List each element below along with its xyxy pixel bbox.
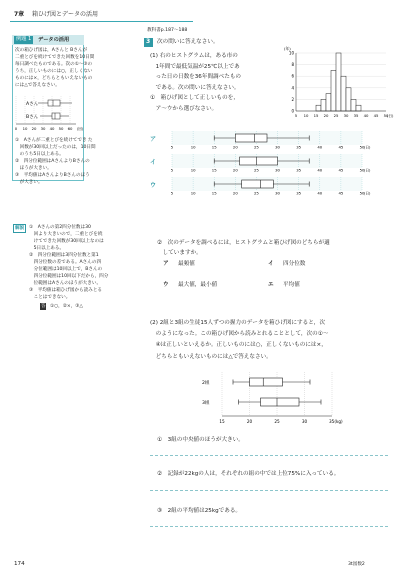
hist-bar	[341, 76, 346, 111]
boxplot-tick-label: 35	[296, 190, 302, 196]
example-line: 毎日調べたものである。次の①～③の	[15, 62, 93, 67]
example-tick-label: (回)	[77, 127, 84, 131]
explanation-badge: 解説	[15, 226, 25, 231]
q3-line: ④は正しいといえるか。正しいものには○，正しくないものには×，	[150, 342, 327, 349]
hist-bar	[356, 105, 361, 111]
example-item-line: ① Aさんが二重とびを続けてでき た	[15, 138, 93, 143]
boxplot-box	[235, 134, 267, 142]
answer-blank-line	[150, 490, 388, 491]
problem-number-text: 3	[146, 38, 151, 45]
answer-blank-line	[150, 526, 388, 527]
example-grid	[16, 96, 70, 124]
grip-group-label: 3組	[202, 401, 210, 406]
example-items	[15, 137, 96, 186]
boxplot-tick-label: 50	[359, 167, 365, 173]
hist-bar	[326, 94, 331, 111]
choice-key: ウ	[163, 282, 169, 288]
choice-text: 最頻値	[178, 261, 195, 267]
answer-row	[40, 303, 88, 311]
boxplot-tick-label: 5	[170, 144, 174, 150]
boxplot-tick-label: 20	[232, 144, 238, 150]
q1-line: ア～ウから選びなさい。	[150, 105, 218, 112]
boxplot-tick-label: 10	[190, 144, 196, 150]
q3-line: のようになった。この箱ひげ図から読みとれることとして，次の①～	[150, 331, 329, 338]
explanation-line: 5日以上ある。	[29, 246, 65, 251]
q2-line: ② 次のデータを調べるには，ヒストグラムと箱ひげ図のどちらが適	[157, 240, 330, 246]
choice-text: 四分位数	[283, 261, 306, 267]
example-item-line: 回数が30回以上だったのは，10日間	[15, 145, 96, 150]
answer-mark: 答	[41, 304, 46, 309]
boxplot-tick-label: 50	[359, 190, 365, 196]
grip-boxplot	[200, 370, 350, 430]
example-tick-label: 0	[14, 126, 18, 131]
hist-x-tick-label: 20	[323, 113, 329, 118]
hist-x-unit: (日)	[387, 114, 394, 118]
box	[52, 113, 60, 119]
example-plot-label: Bさん	[26, 115, 39, 120]
boxplot-choice-label: イ	[150, 159, 157, 166]
grip-tick-label: 25	[274, 419, 280, 424]
q1-line: った日の日数を36年間調べたもの	[150, 74, 242, 80]
grip-tick-label: 30	[301, 419, 308, 424]
grip-box	[250, 378, 283, 386]
example-title-bar	[12, 35, 84, 45]
explanation-text	[29, 224, 109, 301]
explanation-line: 四分位範囲は10回以下だから，四分	[29, 274, 109, 279]
hist-y-tick-label: 4	[291, 85, 294, 91]
explanation-line: 位範囲はAさんのほうが大きい。	[29, 281, 102, 286]
hist-x-tick-label: 45	[373, 113, 379, 118]
textbook-reference: 教科書p.187～188	[147, 28, 188, 33]
example-item-line: ② 四分位範囲はAさんよりBさんの	[15, 159, 90, 164]
box	[48, 100, 60, 106]
chapter-number: 7章	[14, 11, 25, 18]
choice-text: 最大値，最小値	[178, 282, 218, 288]
q3-text	[150, 318, 400, 363]
example-item-line: ほうが大きい。	[15, 166, 52, 171]
boxplot-tick-label: 45	[338, 167, 344, 173]
hist-y-tick-label: 8	[291, 62, 294, 68]
example-tick-label: 60	[67, 126, 73, 131]
answer-text: ①○，②×，③△	[50, 304, 83, 309]
boxplot-choice-label: ア	[150, 136, 157, 143]
hist-y-tick-label: 10	[288, 50, 294, 56]
example-tick-label: 50	[58, 126, 64, 131]
boxplot-x-unit: (日)	[364, 191, 371, 196]
hist-x-tick-label: 10	[303, 113, 309, 118]
q2-line: していますか。	[157, 250, 202, 256]
example-box-b	[40, 113, 69, 119]
q3-line: (2) 2組と3組の生徒15人ずつの握力のデータを箱ひげ図にすると，次	[150, 320, 325, 326]
boxplot-tick-label: 25	[254, 190, 259, 196]
example-box-plot	[14, 92, 84, 134]
boxplot-choice-label: ウ	[150, 182, 157, 189]
boxplot-tick-label: 40	[317, 167, 323, 173]
boxplot-tick-label: 35	[296, 144, 302, 150]
example-question-text	[15, 47, 95, 89]
hist-y-tick-label: 6	[291, 73, 294, 79]
hist-bar	[351, 99, 356, 111]
boxplot-tick-label: 45	[338, 190, 344, 196]
hist-y-tick-label: 2	[291, 96, 294, 102]
example-badge: 例題 1	[16, 36, 32, 42]
hist-y-unit: (年)	[284, 46, 291, 51]
boxplot-tick-label: 40	[317, 190, 323, 196]
q2-text	[157, 238, 397, 258]
problem-number	[144, 38, 153, 47]
q1-line: ① 箱ひげ図として正しいものを，	[150, 95, 239, 101]
hist-x-tick-label: 25	[333, 113, 339, 118]
example-tick-label: 10	[22, 126, 28, 131]
example-tick-label: 20	[31, 126, 37, 131]
statement-3: ③ 2組の平均値は25kgである。	[157, 508, 242, 514]
example-tick-label: 30	[40, 126, 46, 131]
answer-blank-line	[150, 455, 388, 456]
header-rule	[10, 21, 193, 22]
series-label: 3t図数2	[348, 562, 365, 567]
explanation-line: 分位範囲は10回以上で，Bさんの	[29, 267, 103, 272]
explanation-line: ことはできない。	[29, 295, 71, 300]
boxplot-x-unit: (日)	[364, 168, 371, 173]
boxplot-tick-label: 15	[211, 190, 217, 196]
statement-1: ① 3組の中央値のほうが大きい。	[157, 437, 244, 443]
hist-x-tick-label: 35	[353, 113, 359, 118]
hist-bar	[321, 99, 326, 111]
hist-bar	[316, 105, 321, 111]
boxplot-tick-label: 5	[170, 167, 174, 173]
boxplot-tick-label: 15	[211, 144, 217, 150]
example-item-line: ③ 平均値はAさんよりBさんのほう	[15, 173, 90, 178]
choice-key: イ	[268, 261, 274, 267]
example-tick-label: 40	[49, 126, 55, 131]
boxplot-tick-label: 35	[296, 167, 302, 173]
boxplot-tick-label: 30	[275, 144, 280, 150]
grip-box	[261, 398, 300, 406]
histogram-chart	[282, 45, 400, 123]
hist-bar	[346, 88, 351, 111]
boxplot-tick-label: 30	[275, 167, 280, 173]
q1-line: 1年間で最低気温が25℃以上であ	[150, 63, 240, 70]
example-plot-label: Aさん	[26, 102, 39, 107]
page-number: 174	[14, 561, 25, 567]
explanation-line: ① Aさんの第2四分位数は30	[29, 225, 91, 230]
q1-text	[150, 51, 290, 114]
grip-group-label: 2組	[202, 381, 210, 386]
problem-instruction: 次の問いに答えなさい。	[157, 39, 219, 45]
example-item-line: のうち5日以上ある。	[15, 152, 64, 157]
q1-line: である。次の問いに答えなさい。	[150, 84, 240, 91]
boxplot-tick-label: 25	[254, 144, 259, 150]
choice-key: ア	[163, 261, 169, 267]
boxplot-tick-label: 10	[190, 167, 196, 173]
hist-x-tick-label: 50	[383, 113, 389, 118]
boxplot-box	[242, 180, 274, 188]
boxplot-tick-label: 10	[190, 190, 196, 196]
explanation-line: 四分位数の差である。Aさんの四	[29, 260, 102, 265]
boxplot-tick-label: 20	[232, 167, 238, 173]
boxplot-choices	[150, 128, 390, 198]
chapter-header	[10, 10, 193, 22]
explanation-line: けてできた回数が30回以上なのは	[29, 239, 104, 244]
explanation-line: 回より大きいので，二重とびを続	[29, 232, 103, 237]
hist-bar	[336, 53, 341, 111]
explanation-line: ③ 平均値は箱ひげ図から読みとる	[29, 288, 103, 293]
grip-tick-label: 20	[246, 419, 253, 424]
boxplot-tick-label: 15	[211, 167, 217, 173]
example-line: 二重とびを続けてできた回数を10日間	[15, 55, 95, 60]
hist-x-tick-label: 40	[363, 113, 369, 118]
choice-list	[163, 260, 393, 290]
hist-x-tick-label: 30	[343, 113, 349, 118]
choice-text: 平均値	[283, 282, 300, 288]
grip-tick-label: 15	[219, 419, 225, 424]
hist-x-tick-label: 15	[313, 113, 319, 118]
example-plot-tick-labels	[15, 126, 84, 131]
example-line: うち，正しいものには○，正しくない	[15, 69, 93, 74]
example-line: 次の箱ひげ図は，Aさんと Bさんが	[15, 48, 88, 53]
boxplot-tick-label: 50	[359, 144, 365, 150]
hist-bar	[331, 70, 336, 111]
boxplot-tick-label: 5	[170, 190, 174, 196]
example-line: には△で答えなさい。	[15, 83, 60, 88]
q3-line: どちらともいえないものには△で答えなさい。	[150, 353, 272, 360]
hist-y-tick-label: 0	[291, 108, 294, 114]
hist-x-tick-label: 5	[294, 113, 298, 118]
choice-key: エ	[268, 282, 274, 288]
boxplot-tick-label: 45	[338, 144, 344, 150]
explanation-line: ② 四分位範囲は3四分位数と第1	[29, 253, 99, 258]
boxplot-tick-label: 20	[232, 190, 238, 196]
boxplot-x-unit: (日)	[364, 145, 371, 150]
chapter-title: 箱ひげ図とデータの活用	[32, 11, 99, 18]
statement-2: ② 記録が22kgの人は，それぞれの組の中では上位75%に入っている。	[157, 471, 340, 477]
q1-line: (1) 右のヒストグラムは，ある市の	[150, 53, 238, 59]
grip-tick-label: 35(kg)	[329, 419, 343, 424]
boxplot-tick-label: 40	[317, 144, 323, 150]
boxplot-box	[240, 157, 278, 165]
boxplot-tick-label: 25	[254, 167, 259, 173]
example-line: ものには×，どちらともいえないもの	[15, 76, 93, 81]
example-title: データの活用	[38, 37, 70, 43]
example-item-line: が大きい。	[15, 180, 43, 185]
boxplot-tick-label: 30	[275, 190, 280, 196]
